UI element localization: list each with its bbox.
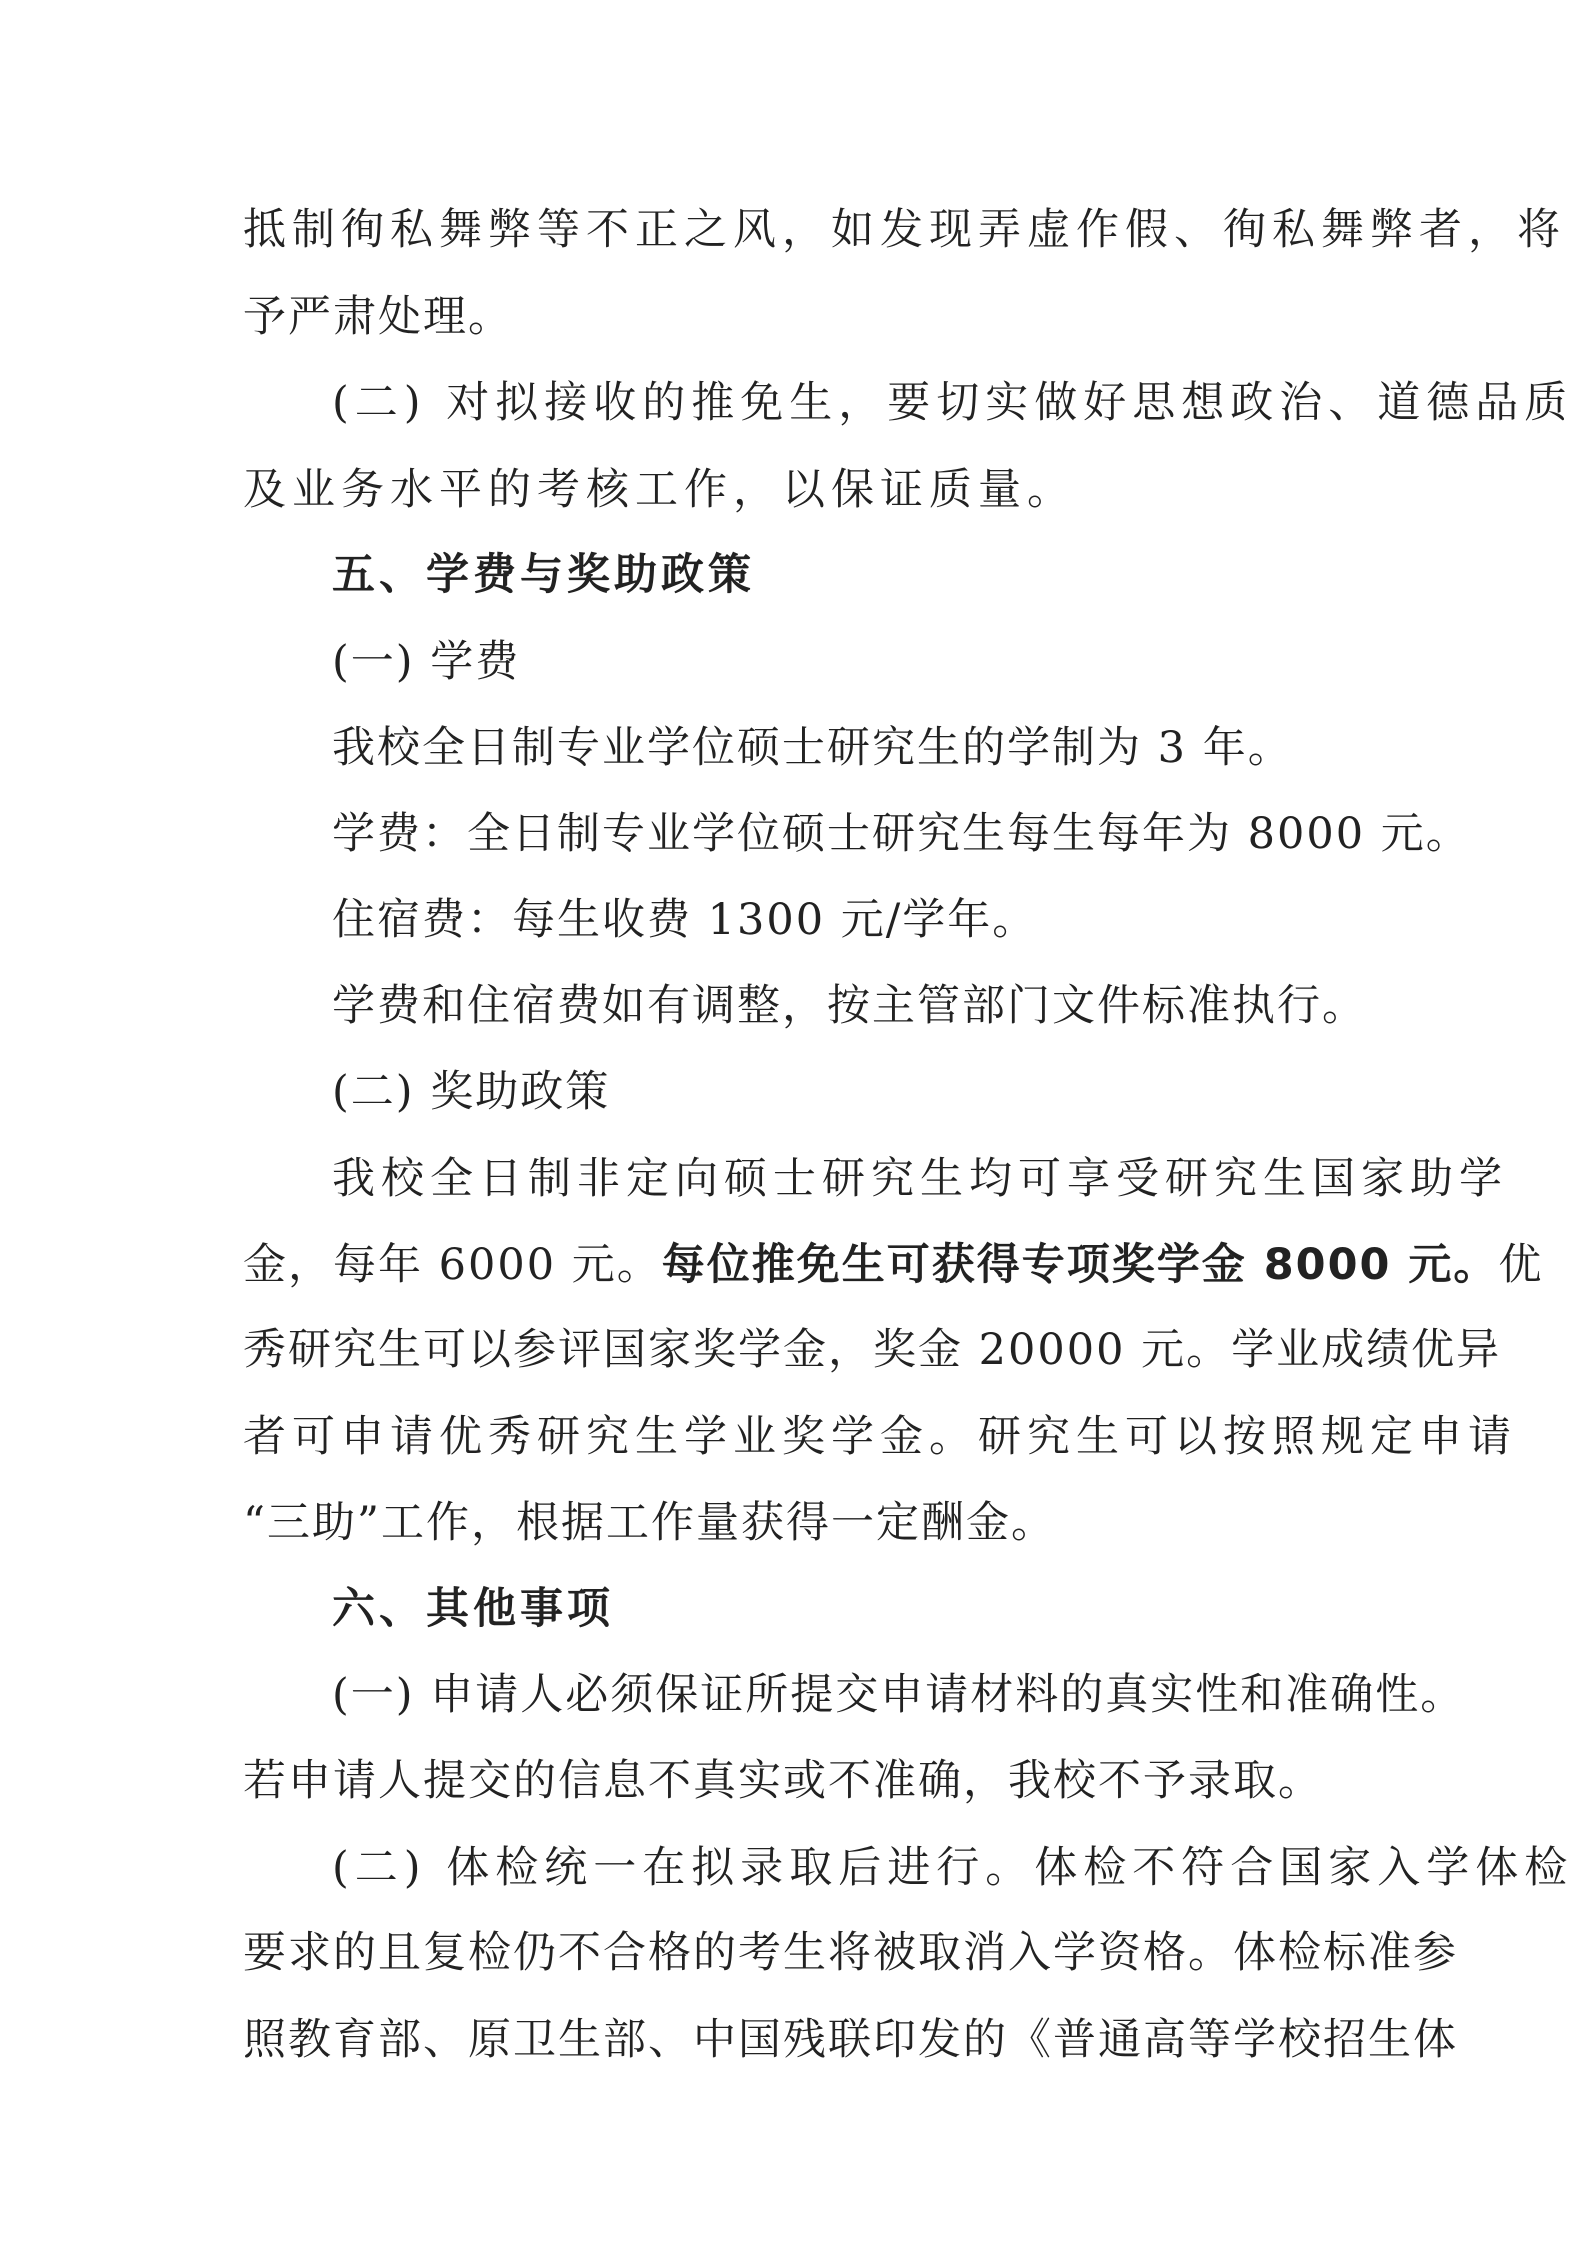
body-line: 若申请人提交的信息不真实或不准确，我校不予录取。: [243, 1756, 1323, 1806]
subsection-heading: (二) 奖助政策: [332, 1067, 611, 1117]
body-line: 秀研究生可以参评国家奖学金，奖金 20000 元。学业成绩优异: [243, 1325, 1502, 1375]
body-line: 住宿费：每生收费 1300 元/学年。: [332, 895, 1038, 945]
section-heading: 五、学费与奖助政策: [332, 550, 755, 600]
body-line: “三助”工作，根据工作量获得一定酬金。: [243, 1498, 1056, 1548]
body-line: 学费和住宿费如有调整，按主管部门文件标准执行。: [332, 981, 1367, 1031]
subsection-heading: (一) 学费: [332, 637, 521, 687]
section-heading: 六、其他事项: [332, 1584, 614, 1634]
body-line: (二) 对拟接收的推免生，要切实做好思想政治、道德品质: [332, 378, 1574, 428]
body-line: 要求的且复检仍不合格的考生将被取消入学资格。体检标准参: [243, 1928, 1458, 1978]
body-text-segment: 优: [1498, 1240, 1544, 1290]
body-line: 我校全日制非定向硕士研究生均可享受研究生国家助学: [332, 1154, 1508, 1204]
body-line: 学费：全日制专业学位硕士研究生每生每年为 8000 元。: [332, 809, 1471, 859]
body-line: 予严肃处理。: [243, 292, 513, 342]
body-line: (二) 体检统一在拟录取后进行。体检不符合国家入学体检: [332, 1843, 1574, 1893]
body-line: (一) 申请人必须保证所提交申请材料的真实性和准确性。: [332, 1670, 1466, 1720]
body-line: 及业务水平的考核工作，以保证质量。: [243, 465, 1076, 515]
body-text-segment: 金，每年 6000 元。: [243, 1240, 662, 1290]
body-line: 我校全日制专业学位硕士研究生的学制为 3 年。: [332, 723, 1293, 773]
body-line: 抵制徇私舞弊等不正之风，如发现弄虚作假、徇私舞弊者，将: [243, 205, 1566, 255]
body-line: 者可申请优秀研究生学业奖学金。研究生可以按照规定申请: [243, 1412, 1517, 1462]
body-line: 照教育部、原卫生部、中国残联印发的《普通高等学校招生体: [243, 2015, 1458, 2065]
emphasized-text: 每位推免生可获得专项奖学金 8000 元。: [661, 1240, 1499, 1290]
body-line-mixed: [0, 1235, 1587, 1295]
